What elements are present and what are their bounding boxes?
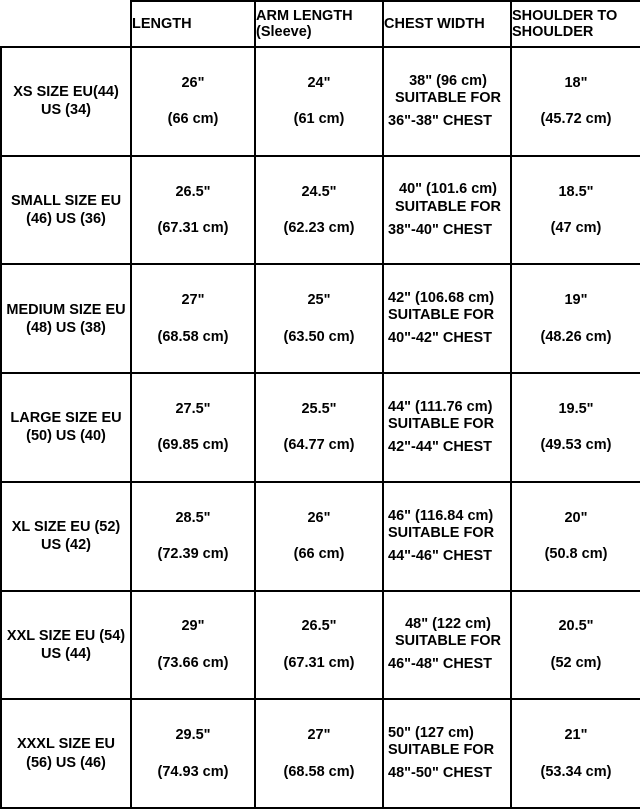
table-row bbox=[1, 156, 640, 265]
length-inches: 28.5" bbox=[175, 509, 211, 526]
arm-length-cell bbox=[255, 482, 383, 591]
shoulder-inches: 19.5" bbox=[558, 400, 594, 417]
arm-length-inches: 26" bbox=[307, 509, 331, 526]
shoulder-inches: 18" bbox=[564, 74, 588, 91]
shoulder-inches: 20" bbox=[564, 509, 588, 526]
chest-width-value: 50" (127 cm) bbox=[388, 724, 474, 741]
length-cell bbox=[131, 156, 255, 265]
length-cm: (74.93 cm) bbox=[157, 763, 229, 780]
chest-suitable-for: SUITABLE FOR bbox=[394, 198, 502, 215]
length-inches: 27.5" bbox=[175, 400, 211, 417]
table-row bbox=[1, 373, 640, 482]
arm-length-cm: (64.77 cm) bbox=[283, 437, 355, 454]
arm-length-cm: (66 cm) bbox=[293, 546, 345, 563]
arm-length-cell bbox=[255, 373, 383, 482]
header-arm-length-sub: (Sleeve) bbox=[256, 24, 312, 40]
header-row bbox=[1, 1, 640, 47]
chest-width-value: 38" (96 cm) bbox=[409, 72, 487, 89]
chest-suitable-for: SUITABLE FOR bbox=[388, 415, 495, 432]
table-row bbox=[1, 47, 640, 156]
length-cell bbox=[131, 482, 255, 591]
length-cm: (67.31 cm) bbox=[157, 220, 229, 237]
size-label-cell: LARGE SIZE EU (50) US (40) bbox=[1, 373, 131, 482]
shoulder-cm: (50.8 cm) bbox=[544, 546, 608, 563]
size-label-cell: XXXL SIZE EU (56) US (46) bbox=[1, 699, 131, 808]
header-chest-width: CHEST WIDTH bbox=[383, 1, 511, 47]
length-cm: (66 cm) bbox=[167, 111, 219, 128]
length-cell bbox=[131, 264, 255, 373]
chest-range: 40"-42" CHEST bbox=[388, 330, 493, 347]
shoulder-cm: (53.34 cm) bbox=[540, 763, 612, 780]
shoulder-cell bbox=[511, 482, 640, 591]
arm-length-cm: (68.58 cm) bbox=[283, 763, 355, 780]
arm-length-cell bbox=[255, 156, 383, 265]
shoulder-cm: (48.26 cm) bbox=[540, 328, 612, 345]
arm-length-cm: (63.50 cm) bbox=[283, 328, 355, 345]
shoulder-cell bbox=[511, 591, 640, 700]
arm-length-inches: 26.5" bbox=[301, 618, 337, 635]
chest-width-cell bbox=[383, 482, 511, 591]
chest-range: 44"-46" CHEST bbox=[388, 547, 493, 564]
arm-length-cell bbox=[255, 264, 383, 373]
header-length: LENGTH bbox=[131, 1, 255, 47]
shoulder-inches: 19" bbox=[564, 292, 588, 309]
arm-length-inches: 24.5" bbox=[301, 183, 337, 200]
shoulder-cm: (47 cm) bbox=[550, 220, 602, 237]
size-label-cell: XL SIZE EU (52) US (42) bbox=[1, 482, 131, 591]
shoulder-cell bbox=[511, 264, 640, 373]
header-arm-length-main: ARM LENGTH bbox=[256, 7, 353, 24]
shoulder-inches: 18.5" bbox=[558, 183, 594, 200]
chest-width-value: 48" (122 cm) bbox=[405, 616, 491, 633]
length-cell bbox=[131, 591, 255, 700]
length-inches: 26" bbox=[181, 74, 205, 91]
shoulder-inches: 20.5" bbox=[558, 618, 594, 635]
table-row bbox=[1, 699, 640, 808]
shoulder-cm: (45.72 cm) bbox=[540, 111, 612, 128]
length-inches: 29" bbox=[181, 618, 205, 635]
shoulder-cm: (52 cm) bbox=[550, 654, 602, 671]
chest-width-cell bbox=[383, 156, 511, 265]
chest-width-value: 44" (111.76 cm) bbox=[388, 398, 493, 415]
shoulder-cell bbox=[511, 156, 640, 265]
chest-width-cell bbox=[383, 373, 511, 482]
chest-range: 36"-38" CHEST bbox=[388, 112, 493, 129]
arm-length-inches: 27" bbox=[307, 727, 331, 744]
table-header bbox=[1, 1, 640, 47]
chest-width-cell bbox=[383, 47, 511, 156]
length-inches: 26.5" bbox=[175, 183, 211, 200]
length-inches: 27" bbox=[181, 292, 205, 309]
length-cm: (68.58 cm) bbox=[157, 328, 229, 345]
arm-length-cm: (67.31 cm) bbox=[283, 654, 355, 671]
header-shoulder-to-shoulder: SHOULDER TO SHOULDER bbox=[511, 1, 640, 47]
chest-width-cell bbox=[383, 264, 511, 373]
arm-length-cell bbox=[255, 47, 383, 156]
length-cell bbox=[131, 47, 255, 156]
chest-range: 48"-50" CHEST bbox=[388, 765, 493, 782]
shoulder-cell bbox=[511, 373, 640, 482]
length-cm: (73.66 cm) bbox=[157, 654, 229, 671]
shoulder-cell bbox=[511, 699, 640, 808]
arm-length-cm: (61 cm) bbox=[293, 111, 345, 128]
size-label-cell: XS SIZE EU(44) US (34) bbox=[1, 47, 131, 156]
arm-length-inches: 24" bbox=[307, 74, 331, 91]
chest-width-value: 42" (106.68 cm) bbox=[388, 290, 495, 307]
length-cm: (69.85 cm) bbox=[157, 437, 229, 454]
arm-length-cell bbox=[255, 699, 383, 808]
size-label-cell: MEDIUM SIZE EU (48) US (38) bbox=[1, 264, 131, 373]
chest-range: 38"-40" CHEST bbox=[388, 221, 493, 238]
header-corner bbox=[1, 1, 131, 47]
header-arm-length bbox=[255, 1, 383, 47]
chest-width-value: 40" (101.6 cm) bbox=[399, 181, 497, 198]
shoulder-cell bbox=[511, 47, 640, 156]
table-row bbox=[1, 482, 640, 591]
chest-width-cell bbox=[383, 699, 511, 808]
chest-suitable-for: SUITABLE FOR bbox=[394, 89, 502, 106]
table-row bbox=[1, 264, 640, 373]
shoulder-inches: 21" bbox=[564, 727, 588, 744]
length-cell bbox=[131, 373, 255, 482]
length-inches: 29.5" bbox=[175, 727, 211, 744]
length-cell bbox=[131, 699, 255, 808]
size-label-cell: SMALL SIZE EU (46) US (36) bbox=[1, 156, 131, 265]
chest-range: 42"-44" CHEST bbox=[388, 439, 493, 456]
arm-length-inches: 25.5" bbox=[301, 400, 337, 417]
size-label-cell: XXL SIZE EU (54) US (44) bbox=[1, 591, 131, 700]
chest-suitable-for: SUITABLE FOR bbox=[388, 524, 495, 541]
chest-range: 46"-48" CHEST bbox=[388, 656, 493, 673]
arm-length-cell bbox=[255, 591, 383, 700]
chest-suitable-for: SUITABLE FOR bbox=[394, 633, 502, 650]
arm-length-cm: (62.23 cm) bbox=[283, 220, 355, 237]
table-row bbox=[1, 591, 640, 700]
shoulder-cm: (49.53 cm) bbox=[540, 437, 612, 454]
arm-length-inches: 25" bbox=[307, 292, 331, 309]
chest-width-value: 46" (116.84 cm) bbox=[388, 507, 494, 524]
chest-suitable-for: SUITABLE FOR bbox=[388, 307, 495, 324]
table-body bbox=[1, 47, 640, 808]
chest-suitable-for: SUITABLE FOR bbox=[388, 742, 495, 759]
chest-width-cell bbox=[383, 591, 511, 700]
length-cm: (72.39 cm) bbox=[157, 546, 229, 563]
